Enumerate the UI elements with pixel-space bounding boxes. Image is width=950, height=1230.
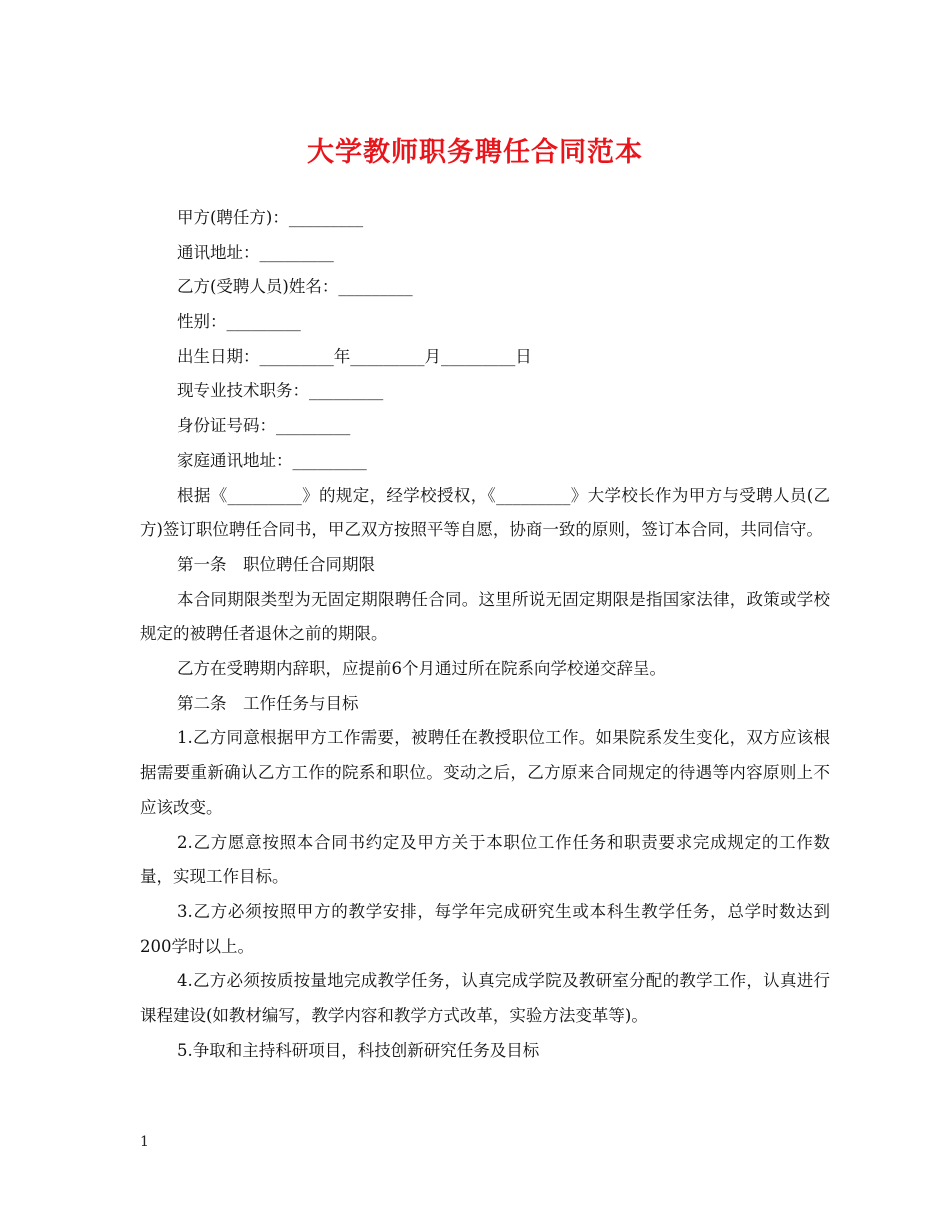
- field-address: [140, 236, 830, 271]
- field-value: _________: [276, 416, 351, 436]
- birth-year-unit: 年: [333, 346, 351, 366]
- section-heading-1: 第一条 职位聘任合同期限: [177, 554, 375, 574]
- field-birth-date: [140, 340, 830, 375]
- field-value: _________: [259, 242, 334, 262]
- clause-3: 3.乙方必须按照甲方的教学安排，每学年完成研究生或本科生教学任务，总学时数达到200学时以上。: [140, 901, 830, 956]
- birth-month-unit: 月: [424, 346, 441, 366]
- section-heading-2: 第二条 工作任务与目标: [177, 693, 359, 713]
- field-label: 性别：: [177, 312, 227, 332]
- field-label: 现专业技术职务：: [177, 381, 309, 401]
- paragraph-preamble: 根据《_________》的规定，经学校授权，《_________》大学校长作为甲方与受聘人员(乙方)签订职位聘任合同书，甲乙双方按照平等自愿，协商一致的原则，签订本合同，共同信守。: [140, 485, 830, 540]
- field-value: _________: [226, 312, 301, 332]
- field-label: 出生日期：: [177, 346, 260, 366]
- birth-year-blank: _________: [259, 346, 334, 366]
- birth-day-blank: _________: [441, 346, 516, 366]
- field-party-a: [140, 201, 830, 236]
- field-label: 乙方(受聘人员)姓名：: [177, 277, 339, 297]
- field-value: _________: [338, 277, 413, 297]
- field-label: 身份证号码：: [177, 416, 276, 436]
- field-id-number: [140, 409, 830, 444]
- clause-4: 4.乙方必须按质按量地完成教学任务，认真完成学院及教研室分配的教学工作，认真进行课程建设(如教材编写，教学内容和教学方式改革，实验方法变革等)。: [140, 971, 830, 1026]
- field-label: 甲方(聘任方)：: [177, 208, 289, 227]
- paragraph-resignation: 乙方在受聘期内辞职，应提前6个月通过所在院系向学校递交辞呈。: [177, 659, 666, 679]
- field-label: 家庭通讯地址：: [177, 450, 293, 470]
- clause-1: 1.乙方同意根据甲方工作需要，被聘任在教授职位工作。如果院系发生变化，双方应该根据需要重新确认乙方工作的院系和职位。变动之后，乙方原来合同规定的待遇等内容原则上不应该改变。: [140, 728, 830, 817]
- field-value: _________: [292, 450, 367, 470]
- field-professional-title: [140, 374, 830, 409]
- field-label: 通讯地址：: [177, 242, 260, 262]
- field-value: _________: [288, 208, 364, 227]
- field-party-b-name: [140, 270, 830, 305]
- clause-5: 5.争取和主持科研项目，科技创新研究任务及目标: [177, 1040, 540, 1060]
- birth-month-blank: _________: [350, 346, 425, 366]
- document-title: 大学教师职务聘任合同范本: [307, 137, 643, 168]
- document-body: [140, 201, 830, 1068]
- paragraph-term-type: 本合同期限类型为无固定期限聘任合同。这里所说无固定期限是指国家法律，政策或学校规定的被聘任者退休之前的期限。: [140, 589, 830, 644]
- field-home-address: [140, 444, 830, 479]
- birth-day-unit: 日: [515, 346, 532, 366]
- field-gender: [140, 305, 830, 340]
- clause-2: 2.乙方愿意按照本合同书约定及甲方关于本职位工作任务和职责要求完成规定的工作数量，实现工作目标。: [140, 832, 830, 887]
- field-value: _________: [309, 381, 384, 401]
- page-number: 1: [140, 1134, 149, 1150]
